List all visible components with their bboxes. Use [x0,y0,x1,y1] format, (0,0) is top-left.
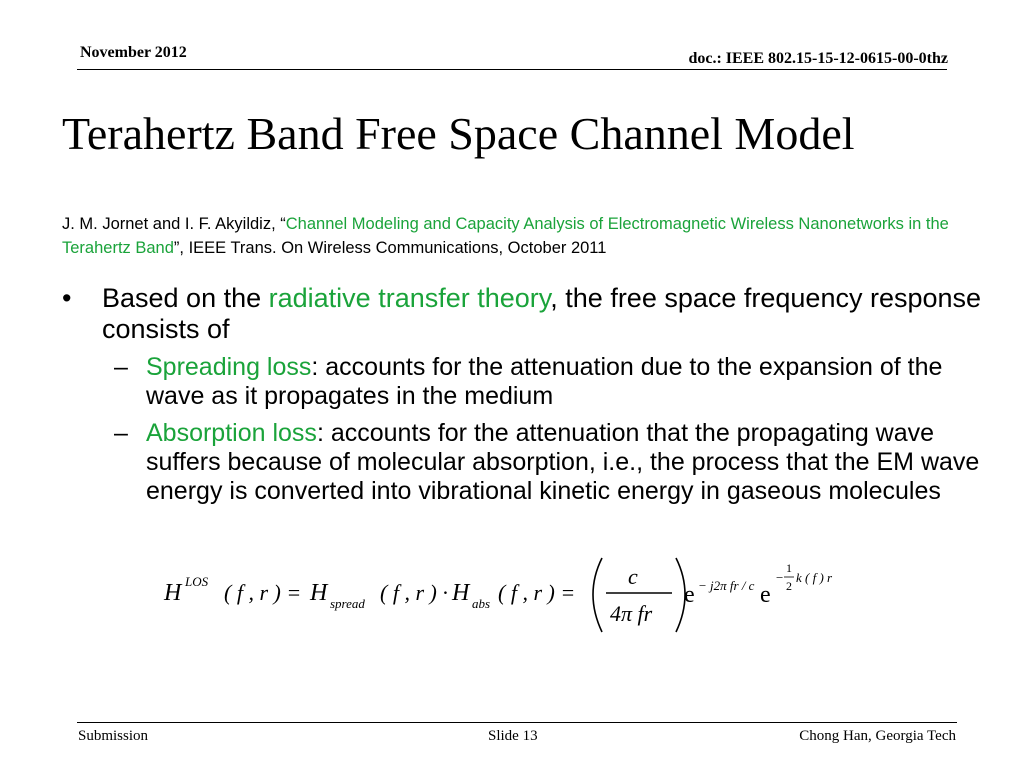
bullet-list [62,283,982,506]
formula-denominator: 4π fr [610,601,653,626]
reference-authors: J. M. Jornet and I. F. Akyildiz, “ [62,215,286,233]
formula-args-3: ( f , r ) = [498,580,576,605]
formula-sup-los: LOS [185,574,209,589]
formula-H-los: H [164,580,182,606]
sub-bullet-term: Spreading loss [146,353,312,381]
sub-bullet-spreading [62,353,982,411]
footer-author: Chong Han, Georgia Tech [799,728,956,744]
header-divider [77,69,947,70]
formula-exp-e2: e [760,582,771,608]
sub-bullet-marker: – [114,353,128,381]
formula-sub-abs: abs [472,596,491,611]
slide-title: Terahertz Band Free Space Channel Model [62,108,855,159]
formula-numerator: c [628,564,638,589]
bullet-main [62,283,982,345]
sub-bullet-term: Absorption loss [146,419,317,447]
footer-submission: Submission [78,728,149,744]
reference-venue: ”, IEEE Trans. On Wireless Communications, October 2011 [173,239,607,257]
formula-paren-left [593,558,602,632]
formula-exp-2-sign: − [776,570,784,585]
header-doc-id: doc.: IEEE 802.15-15-12-0615-00-0thz [688,50,948,67]
formula-sub-spread: spread [330,596,365,611]
sub-bullet-absorption [62,419,982,506]
sub-bullet-marker: – [114,419,128,447]
bullet-main-highlight: radiative transfer theory [268,283,551,313]
sub-bullet-text: : accounts for the attenuation that the propagating wave suffers because of molecular absorption, i.e., the process that the EM wave energy is converted into vibrational kinetic energy in gaseous molecules [146,419,980,505]
reference-paper-title: Channel Modeling and Capacity Analysis of Electromagnetic Wireless Nanonetworks in the Terahertz Band [62,215,949,257]
formula-exp-1: − j2π fr / c [698,578,755,593]
bullet-main-prefix: Based on the [102,283,269,313]
formula-exp-2-num: 1 [786,561,792,575]
channel-formula [162,548,862,638]
formula-H-abs: H [452,580,470,606]
formula-exp-2-rest: k ( f ) r [796,570,833,585]
header-date: November 2012 [80,44,187,61]
formula-exp-e1: e [684,582,695,608]
formula-args-2: ( f , r ) · [380,580,448,605]
bullet-marker: • [62,283,72,313]
formula-exp-2-den: 2 [786,579,792,593]
footer-slide-number: Slide 13 [488,728,538,744]
bullet-main-suffix: , the free space frequency response consists of [102,283,982,344]
formula-H-spread: H [310,580,328,606]
sub-bullet-text: : accounts for the attenuation due to the expansion of the wave as it propagates in the medium [146,353,943,410]
reference-citation [62,212,962,260]
footer-divider [77,722,957,723]
formula-args-1: ( f , r ) = [224,580,302,605]
